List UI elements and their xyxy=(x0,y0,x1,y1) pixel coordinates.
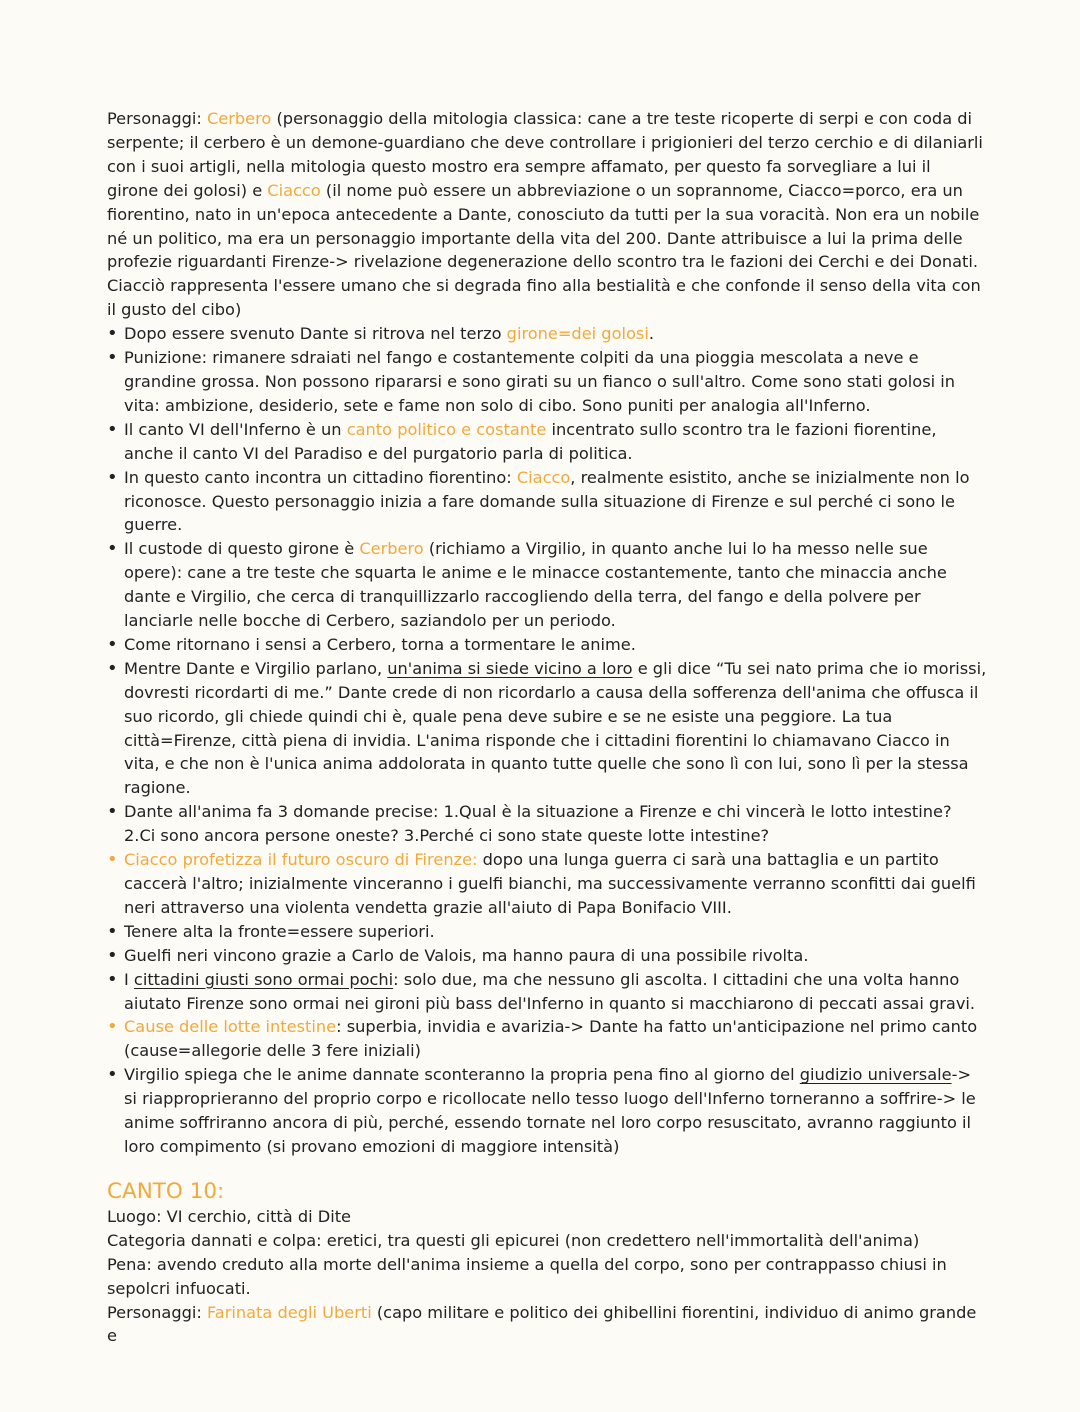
bullet-item xyxy=(107,466,987,538)
bullet-text: (richiamo a Virgilio, in quanto anche lui lo ha messo nelle sue opere): cane a tre teste che squarta le anime e le minacce costantemente, tanto che minaccia anche dante e Virgilio, che cerca di tranquillizzarlo raccogliendo della terra, del fango e della polvere per lanciarle nelle bocche di Cerbero, saziandolo per un periodo. xyxy=(124,539,947,631)
bullet-highlight: Cause delle lotte intestine xyxy=(124,1017,337,1037)
bullet-item xyxy=(107,537,987,633)
bullet-text: dopo una lunga guerra ci sarà una battaglia e un partito caccerà l'altro; inizialmente vinceranno i guelfi bianchi, ma successivamente verranno sconfitti dai guelfi neri attraverso una violenta vendetta grazie all'aiuto di Papa Bonifacio VIII. xyxy=(124,850,976,917)
bullet-text: Mentre Dante e Virgilio parlano, xyxy=(124,658,388,678)
bullet-underlined: cittadini giusti sono ormai pochi xyxy=(133,969,394,989)
bullet-highlight: canto politico e costante xyxy=(346,419,547,439)
personaggi-text-1: (personaggio della mitologia classica: cane a tre teste ricoperte di serpi e con coda di serpente; il cerbero è un demone-guardiano che deve controllare i prigionieri del terzo cerchio e di dilaniarli con i suoi artigli, nella mitologia questo mostro era sempre affamato, per questo fa sorvegliare a lui il girone dei golosi) e xyxy=(107,109,983,200)
canto-10-personaggi-text: (capo militare e politico dei ghibellini fiorentini, individuo di animo grande e xyxy=(107,1302,977,1346)
bullet-item xyxy=(107,920,987,944)
bullet-text: Virgilio spiega che le anime dannate sconteranno la propria pena fino al giorno del xyxy=(124,1065,800,1085)
canto-10-pena: Pena: avendo creduto alla morte dell'anima insieme a quella del corpo, sono per contrappasso chiusi in sepolcri infuocati. xyxy=(107,1254,947,1298)
bullet-item xyxy=(107,346,987,418)
bullet-underlined: un'anima si siede vicino a loro xyxy=(387,658,633,678)
bullet-text: , realmente esistito, anche se inizialmente non lo riconosce. Questo personaggio inizia a fare domande sulla situazione di Firenze e sul perché ci sono le guerre. xyxy=(124,467,970,535)
bullet-item xyxy=(107,633,987,657)
bullet-item xyxy=(107,848,987,920)
document-page xyxy=(107,107,987,1348)
bullet-text: I xyxy=(124,969,134,989)
bullet-text: : superbia, invidia e avarizia-> Dante ha fatto un'anticipazione nel primo canto (cause=allegorie delle 3 fere iniziali) xyxy=(124,1017,978,1061)
bullet-text: Il custode di questo girone è xyxy=(124,539,360,559)
bullet-text: Tenere alta la fronte=essere superiori. xyxy=(124,921,435,941)
bullet-item xyxy=(107,1015,987,1063)
bullet-item xyxy=(107,657,987,800)
canto-10-heading: CANTO 10: xyxy=(107,1178,225,1204)
bullet-highlight: girone=dei golosi xyxy=(506,324,649,344)
bullet-highlight: Ciacco profetizza il futuro oscuro di Firenze: xyxy=(124,850,478,870)
bullet-item xyxy=(107,944,987,968)
bullet-text: Punizione: rimanere sdraiati nel fango e costantemente colpiti da una pioggia mescolata a neve e grandine grossa. Non possono ripararsi e sono girati su un fianco o sull'altro. Come sono stati golosi in vita: ambizione, desiderio, sete e fame non solo di cibo. Sono puniti per analogia all'Inferno. xyxy=(124,348,956,415)
bullet-text: Guelfi neri vincono grazie a Carlo de Valois, ma hanno paura di una possibile rivolta. xyxy=(124,945,809,965)
bullet-item xyxy=(107,322,987,346)
highlight-ciacco: Ciacco xyxy=(267,180,321,200)
bullet-item xyxy=(107,800,987,848)
bullet-text: : solo due, ma che nessuno gli ascolta. I cittadini che una volta hanno aiutato Firenze sono ormai nei gironi più bass del'Inferno in quanto si macchiarono di peccati assai gravi. xyxy=(124,969,976,1013)
highlight-farinata: Farinata degli Uberti xyxy=(206,1302,372,1322)
canto-10-personaggi-label: Personaggi: xyxy=(107,1302,207,1322)
canto-10-personaggi xyxy=(107,1301,987,1349)
bullet-text: e gli dice “Tu sei nato prima che io morissi, dovresti ricordarti di me.” Dante crede di non ricordarlo a causa della sofferenza dell'anima che offusca il suo ricordo, gli chiede quindi chi è, quale pena deve subire e se ne esiste una peggiore. La tua città=Firenze, città piena di invidia. L'anima risponde che i cittadini fiorentini lo chiamavano Ciacco in vita, e che non è l'unica anima addolorata in quanto tutte quelle che sono lì con lui, sono lì per la stessa ragione. xyxy=(124,658,987,798)
bullet-text: . xyxy=(648,324,654,344)
bullet-underlined: giudizio universale xyxy=(799,1065,952,1085)
bullet-text: Dante all'anima fa 3 domande precise: 1.Qual è la situazione a Firenze e chi vincerà le lotto intestine? 2.Ci sono ancora persone oneste? 3.Perché ci sono state queste lotte intestine? xyxy=(124,802,952,846)
bullet-text: Il canto VI dell'Inferno è un xyxy=(124,419,347,439)
bullet-text: incentrato sullo scontro tra le fazioni fiorentine, anche il canto VI del Paradiso e del purgatorio parla di politica. xyxy=(124,419,937,463)
bullet-text: Dopo essere svenuto Dante si ritrova nel terzo xyxy=(124,324,507,344)
bullet-highlight: Cerbero xyxy=(359,539,424,559)
bullet-item xyxy=(107,968,987,1016)
bullet-text: In questo canto incontra un cittadino fiorentino: xyxy=(124,467,517,487)
canto-10-luogo: Luogo: VI cerchio, città di Dite xyxy=(107,1206,352,1226)
bullet-item xyxy=(107,1063,987,1159)
personaggi-paragraph xyxy=(107,107,987,322)
bullet-list xyxy=(107,322,987,1159)
bullet-text: Come ritornano i sensi a Cerbero, torna a tormentare le anime. xyxy=(124,634,636,654)
bullet-text: -> si riapproprieranno del proprio corpo e ricollocate nello tesso luogo dell'Inferno torneranno a soffrire-> le anime soffriranno ancora di più, perché, essendo tornate nel loro corpo resuscitato, avranno raggiunto il loro compimento (si provano emozioni di maggiore intensità) xyxy=(124,1065,976,1156)
canto-10-categoria: Categoria dannati e colpa: eretici, tra questi gli epicurei (non credettero nell'immortalità dell'anima) xyxy=(107,1230,920,1250)
highlight-cerbero: Cerbero xyxy=(206,109,272,128)
bullet-item xyxy=(107,418,987,466)
personaggi-label: Personaggi: xyxy=(107,109,207,128)
personaggi-text-2: (il nome può essere un abbreviazione o un soprannome, Ciacco=porco, era un fiorentino, nato in un'epoca antecedente a Dante, conosciuto da tutti per la sua voracità. Non era un nobile né un politico, ma era un personaggio importante della vita del 200. Dante attribuisce a lui la prima delle profezie riguardanti Firenze-> rivelazione degenerazione dello scontro tra le fazioni dei Cerchi e dei Donati. Ciacciò rappresenta l'essere umano che si degrada fino alla bestialità e che confonde il senso della vita con il gusto del cibo) xyxy=(107,180,981,320)
bullet-highlight: Ciacco xyxy=(516,467,571,487)
